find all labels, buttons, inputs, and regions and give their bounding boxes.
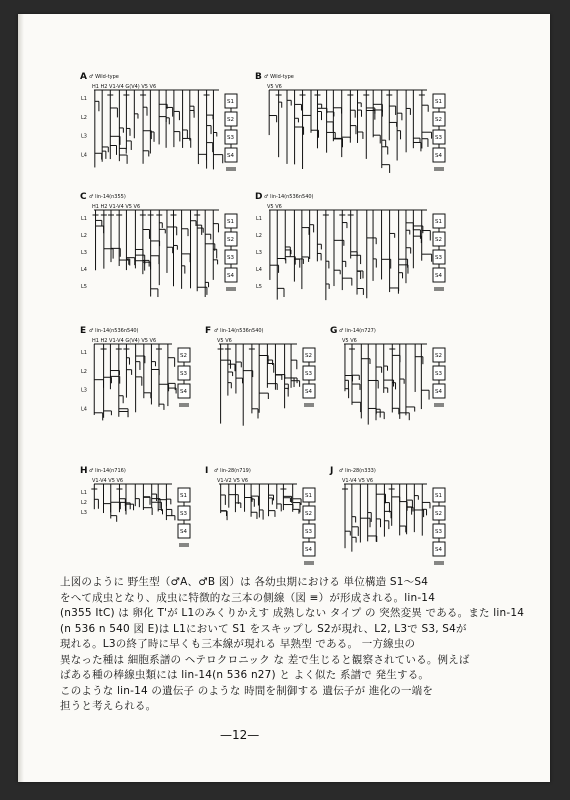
segment-label: S1 bbox=[227, 99, 234, 105]
panel-column-labels: V5 V6 bbox=[342, 338, 357, 344]
stage-label: L4 bbox=[256, 267, 262, 273]
panel-column-labels: V5 V6 bbox=[267, 204, 282, 210]
segment-label: S3 bbox=[227, 255, 234, 261]
segment-label: S1 bbox=[227, 219, 234, 225]
segment-label: S1 bbox=[435, 219, 442, 225]
segment-label: S2 bbox=[227, 117, 234, 123]
stage-label: L5 bbox=[256, 284, 262, 290]
caption-line: をへて成虫となり、成虫に特徴的な三本の側線（図 ≡）が形成される。lin-14 bbox=[60, 591, 436, 604]
segment-label: S4 bbox=[435, 273, 442, 279]
panel-column-labels: V1-V4 V5 V6 bbox=[92, 478, 124, 484]
panel-genotype: ♂ lin-14(n536n540) bbox=[89, 328, 139, 334]
lineage-tree bbox=[205, 466, 325, 553]
segment-label: S2 bbox=[435, 237, 442, 243]
segment-label: S4 bbox=[180, 529, 187, 535]
segment-label: S3 bbox=[435, 371, 442, 377]
panel-column-labels: V5 V6 bbox=[267, 84, 282, 90]
panel-column-labels: V5 V6 bbox=[217, 338, 232, 344]
panel-label: D bbox=[255, 192, 263, 202]
segment-label: S3 bbox=[305, 371, 312, 377]
panel-a bbox=[80, 72, 250, 182]
lineage-tree bbox=[80, 466, 200, 535]
panel-genotype: ♂ lin-28(n719) bbox=[214, 468, 251, 474]
panel-column-labels: H1 H2 V1-V4 G(V4) V5 V6 bbox=[92, 84, 157, 90]
stage-label: L2 bbox=[81, 500, 87, 506]
panel-label: E bbox=[80, 326, 87, 336]
lineage-tree bbox=[330, 326, 455, 436]
caption-line: 上図のように 野生型（♂A、♂B 図）は 各幼虫期における 単位構造 S1〜S4 bbox=[60, 576, 429, 588]
segment-label: S1 bbox=[180, 493, 187, 499]
segment-label: S2 bbox=[305, 353, 312, 359]
segment-label: S3 bbox=[227, 135, 234, 141]
segment-label: S1 bbox=[435, 493, 442, 499]
panel-genotype: ♂ lin-14(n536n540) bbox=[214, 328, 264, 334]
segment-label: S4 bbox=[180, 389, 187, 395]
panel-f bbox=[205, 326, 325, 436]
stage-label: L4 bbox=[81, 267, 87, 273]
segment-label: S4 bbox=[305, 389, 312, 395]
stage-label: L4 bbox=[81, 152, 87, 159]
stage-label: L2 bbox=[81, 114, 87, 121]
panel-genotype: ♂ lin-14(n716) bbox=[89, 468, 126, 474]
panel-genotype: ♂ Wild-type bbox=[264, 74, 294, 80]
panel-label: B bbox=[255, 72, 262, 82]
segment-label: S4 bbox=[435, 153, 442, 159]
panel-genotype: ♂ lin-14(n355) bbox=[89, 194, 126, 200]
caption-line: (n355 ItC) は 卵化 T'が L1のみくりかえす 成熟しない タイプ の 突然変異 である。また lin-14 bbox=[60, 607, 525, 619]
segment-label: S1 bbox=[435, 99, 442, 105]
segment-label: S2 bbox=[180, 353, 187, 359]
segment-label: S3 bbox=[435, 255, 442, 261]
stage-label: L1 bbox=[81, 96, 87, 102]
panel-i bbox=[205, 466, 325, 553]
stage-label: L3 bbox=[81, 510, 87, 516]
lineage-tree bbox=[205, 326, 325, 436]
panel-genotype: ♂ lin-14(n536n540) bbox=[264, 194, 314, 200]
caption-line: 担うと考えられる。 bbox=[60, 700, 157, 712]
panel-column-labels: H1 H2 V1-V4 V5 V6 bbox=[92, 204, 141, 210]
lineage-tree bbox=[80, 326, 200, 436]
panel-b bbox=[255, 72, 455, 182]
page-number: —12— bbox=[220, 728, 260, 742]
stage-label: L3 bbox=[81, 250, 87, 256]
panel-genotype: ♂ Wild-type bbox=[89, 74, 119, 80]
panel-d bbox=[255, 192, 455, 312]
stage-label: L1 bbox=[81, 350, 87, 356]
stage-label: L2 bbox=[81, 368, 87, 375]
panel-label: G bbox=[330, 326, 338, 336]
panel-label: A bbox=[80, 72, 87, 82]
segment-label: S4 bbox=[227, 153, 234, 159]
stage-label: L1 bbox=[81, 216, 87, 222]
segment-label: S1 bbox=[305, 493, 312, 499]
stage-label: L5 bbox=[81, 284, 87, 290]
panel-label: H bbox=[80, 466, 88, 476]
lineage-tree bbox=[255, 192, 455, 312]
lineage-tree bbox=[80, 72, 250, 182]
panel-label: I bbox=[205, 466, 209, 476]
segment-label: S4 bbox=[435, 547, 442, 553]
segment-label: S3 bbox=[435, 135, 442, 141]
stage-label: L3 bbox=[81, 133, 87, 140]
panel-g bbox=[330, 326, 455, 436]
segment-label: S2 bbox=[435, 511, 442, 517]
stage-label: L2 bbox=[81, 233, 87, 239]
panel-genotype: ♂ lin-28(n333) bbox=[339, 468, 376, 474]
panel-label: J bbox=[330, 466, 334, 476]
segment-label: S3 bbox=[180, 511, 187, 517]
panel-column-labels: V1-V2 V5 V6 bbox=[217, 478, 249, 484]
panel-label: F bbox=[205, 326, 212, 336]
stage-label: L1 bbox=[256, 216, 262, 222]
stage-label: L2 bbox=[256, 233, 262, 239]
panel-column-labels: V1-V4 V5 V6 bbox=[342, 478, 374, 484]
stage-label: L1 bbox=[81, 490, 87, 496]
panel-e bbox=[80, 326, 200, 436]
lineage-tree bbox=[255, 72, 455, 182]
segment-label: S4 bbox=[305, 547, 312, 553]
segment-label: S3 bbox=[180, 371, 187, 377]
panel-c bbox=[80, 192, 250, 312]
segment-label: S4 bbox=[435, 389, 442, 395]
stage-label: L4 bbox=[81, 406, 87, 413]
segment-label: S2 bbox=[435, 117, 442, 123]
caption-line: 現れる。L3の終了時に早くも三本線が現れる 早熟型 である。 一方線虫の bbox=[60, 638, 416, 650]
lineage-tree bbox=[330, 466, 455, 566]
caption-text bbox=[60, 575, 525, 715]
stage-label: L3 bbox=[256, 250, 262, 256]
panel-column-labels: H1 H2 V1-V4 G(V4) V5 V6 bbox=[92, 338, 157, 344]
caption-line: ばある種の棒線虫類には lin-14(n 536 n27) と よく似た 系譜で 発生する。 bbox=[60, 669, 430, 681]
panel-label: C bbox=[80, 192, 87, 202]
stage-label: L3 bbox=[81, 387, 87, 394]
lineage-tree bbox=[80, 192, 250, 312]
segment-label: S2 bbox=[227, 237, 234, 243]
caption-line: 異なった種は 細胞系譜の ヘテロクロニック な 差で生じると観察されている。例えば bbox=[60, 653, 470, 666]
segment-label: S3 bbox=[435, 529, 442, 535]
segment-label: S3 bbox=[305, 529, 312, 535]
segment-label: S2 bbox=[435, 353, 442, 359]
segment-label: S4 bbox=[227, 273, 234, 279]
caption-line: (n 536 n 540 図 E)は L1において S1 をスキップし S2が現れ、L2, L3で S3, S4が bbox=[60, 622, 467, 635]
panel-genotype: ♂ lin-14(n727) bbox=[339, 328, 376, 334]
panel-j bbox=[330, 466, 455, 566]
page-edge-shadow bbox=[18, 14, 24, 782]
caption-line: このような lin-14 の遺伝子 のような 時間を制御する 遺伝子が 進化の一端を bbox=[60, 684, 434, 697]
panel-h bbox=[80, 466, 200, 535]
segment-label: S2 bbox=[305, 511, 312, 517]
